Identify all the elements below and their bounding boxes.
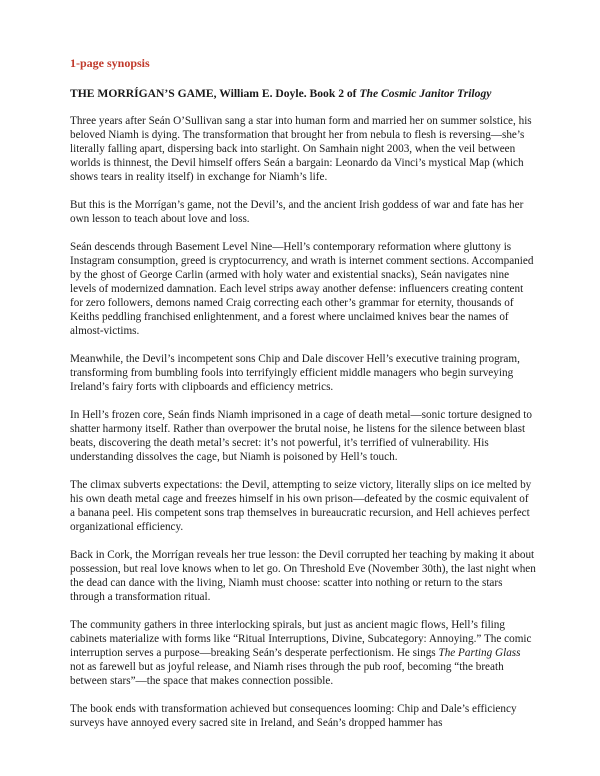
paragraph-7: Back in Cork, the Morrígan reveals her true lesson: the Devil corrupted her teaching by making it about possession, but real love knows when to let go. On Threshold Eve (November 30th), the last night when the dead can dance with the living, Niamh must choose: scatter into nothing or return to the stars through a transformation ritual. <box>70 549 536 603</box>
paragraph-8-part-b: not as farewell but as joyful release, and Niamh rises through the pub roof, becoming “the breath between stars”—the space that makes connection possible. <box>70 661 504 687</box>
paragraph-6: The climax subverts expectations: the Devil, attempting to seize victory, literally slips on ice melted by his own death metal cage and freezes himself in his own prison—defeated by the cosmic equivalent of a banana peel. His competent sons trap themselves in bureaucratic recursion, and Hell achieves perfect organizational efficiency. <box>70 479 532 533</box>
paragraph-5: In Hell’s frozen core, Seán finds Niamh imprisoned in a cage of death metal—sonic torture designed to shatter harmony itself. Rather than overpower the brutal noise, he listens for the silence between blast beats, discovering the death metal’s secret: it’s not powerful, it’s terrified of vulnerability. His understanding dissolves the cage, but Niamh is poisoned by Hell’s touch. <box>70 409 532 463</box>
book-title-line <box>70 87 536 100</box>
paragraph-3: Seán descends through Basement Level Nine—Hell’s contemporary reformation where gluttony is Instagram consumption, greed is cryptocurrency, and wrath is internet comment sections. Accompanied by the ghost of George Carlin (armed with holy water and existential snacks), Seán navigates nine levels of modernized damnation. Each level strips away another defense: influencers creating content for zero followers, demons named Craig correcting each other’s grammar for eternity, thousands of Keiths peddling franchised enlightenment, and a forest where unclaimed knives bear the names of almost-victims. <box>70 241 534 337</box>
synopsis-label: 1-page synopsis <box>70 56 150 70</box>
title-main: THE MORRÍGAN’S GAME, William E. Doyle. <box>70 87 307 100</box>
paragraph-4: Meanwhile, the Devil’s incompetent sons Chip and Dale discover Hell’s executive training program, transforming from bumbling fools into terrifyingly efficient middle managers who begin surveying Ireland’s fairy forts with clipboards and efficiency metrics. <box>70 353 520 393</box>
paragraph-9: The book ends with transformation achieved but consequences looming: Chip and Dale’s efficiency surveys have annoyed every sacred site in Ireland, and Seán’s dropped hammer has <box>70 703 517 729</box>
paragraph-8 <box>70 618 536 688</box>
paragraph-2: But this is the Morrígan’s game, not the Devil’s, and the ancient Irish goddess of war and fate has her own lesson to teach about love and loss. <box>70 199 524 225</box>
title-book: Book 2 of <box>309 87 360 100</box>
title-series: The Cosmic Janitor Trilogy <box>359 87 492 100</box>
paragraph-8-part-a: The community gathers in three interlocking spirals, but just as ancient magic flows, Hell’s filing cabinets materialize with forms like “Ritual Interruptions, Divine, Subcategory: Annoying.” The comic interruption serves a purpose—breaking Seán’s desperate perfectionism. He sings <box>70 619 532 659</box>
paragraph-1: Three years after Seán O’Sullivan sang a star into human form and married her on summer solstice, his beloved Niamh is dying. The transformation that brought her from nebula to flesh is reversing—she’s literally falling apart, dispersing back into starlight. On Samhain night 2003, when the veil between worlds is thinnest, the Devil himself offers Seán a bargain: Leonardo da Vinci’s mystical Map (which shows tears in reality itself) in exchange for Niamh’s life. <box>70 115 532 183</box>
song-title: The Parting Glass <box>438 647 521 659</box>
